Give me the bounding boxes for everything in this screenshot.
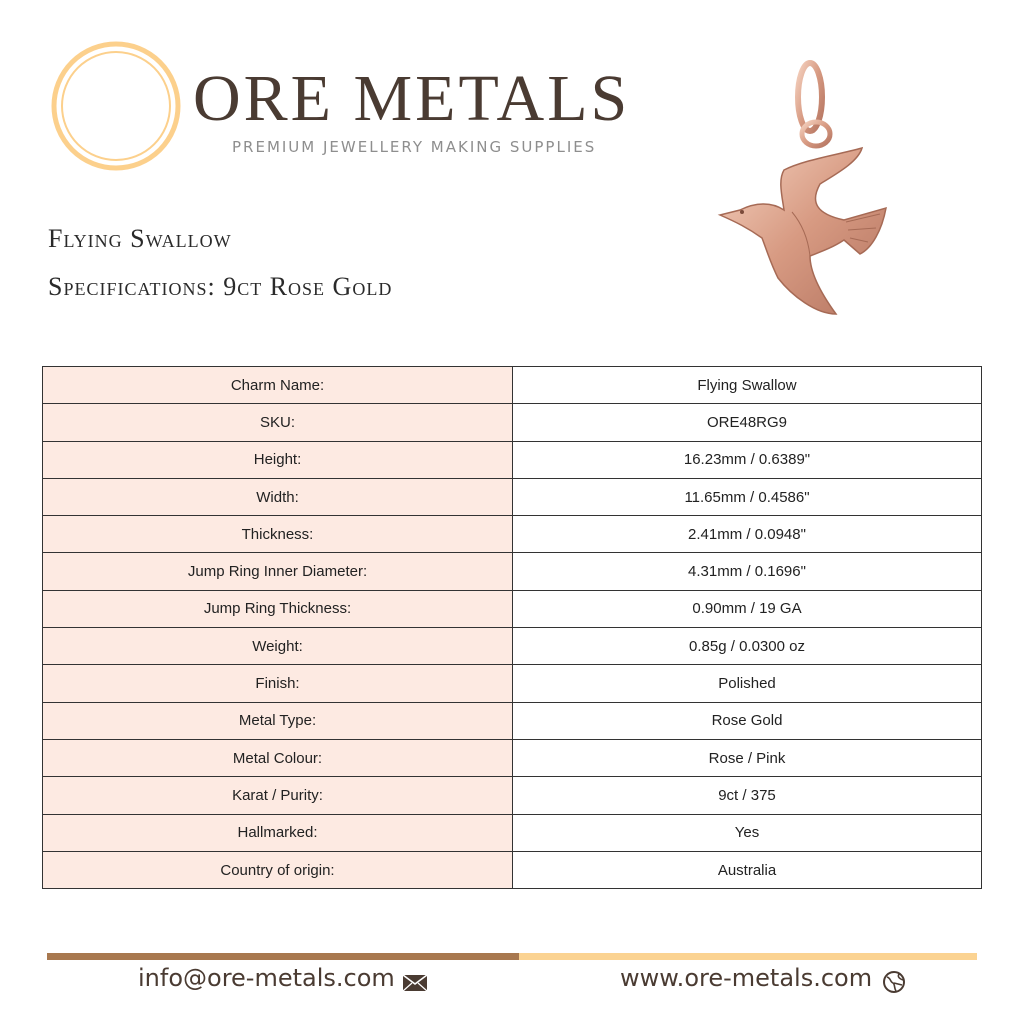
spec-label: Jump Ring Inner Diameter:: [43, 553, 513, 590]
spec-value: Flying Swallow: [513, 367, 982, 404]
table-row: [43, 814, 982, 851]
spec-label: Metal Type:: [43, 702, 513, 739]
spec-label: Jump Ring Thickness:: [43, 590, 513, 627]
table-row: [43, 553, 982, 590]
table-row: [43, 777, 982, 814]
table-row: [43, 516, 982, 553]
spec-value: Polished: [513, 665, 982, 702]
spec-label: Hallmarked:: [43, 814, 513, 851]
spec-value: Rose Gold: [513, 702, 982, 739]
swallow-charm-icon: [712, 52, 902, 337]
table-row: [43, 851, 982, 888]
brand-tagline: PREMIUM JEWELLERY MAKING SUPPLIES: [232, 138, 597, 156]
spec-value: 0.85g / 0.0300 oz: [513, 628, 982, 665]
double-ring-logo-icon: [50, 40, 182, 172]
spec-label: Country of origin:: [43, 851, 513, 888]
footer-bar-right: [519, 953, 977, 960]
footer-email[interactable]: info@ore-metals.com: [138, 964, 395, 992]
specs-table: [42, 366, 982, 889]
table-row: [43, 628, 982, 665]
spec-label: Karat / Purity:: [43, 777, 513, 814]
spec-value: 11.65mm / 0.4586": [513, 478, 982, 515]
table-row: [43, 590, 982, 627]
spec-label: Finish:: [43, 665, 513, 702]
product-specifications: Specifications: 9ct Rose Gold: [48, 272, 393, 301]
spec-value: 9ct / 375: [513, 777, 982, 814]
table-row: [43, 367, 982, 404]
envelope-icon: [402, 974, 428, 992]
table-row: [43, 478, 982, 515]
table-row: [43, 702, 982, 739]
spec-value: Yes: [513, 814, 982, 851]
spec-label: Height:: [43, 441, 513, 478]
spec-label: Charm Name:: [43, 367, 513, 404]
spec-label: Width:: [43, 478, 513, 515]
spec-label: Metal Colour:: [43, 739, 513, 776]
spec-value: 2.41mm / 0.0948": [513, 516, 982, 553]
footer-bar-left: [47, 953, 519, 960]
spec-label: Weight:: [43, 628, 513, 665]
globe-icon: [882, 970, 906, 994]
table-row: [43, 739, 982, 776]
spec-value: 4.31mm / 0.1696": [513, 553, 982, 590]
brand-name: ORE METALS: [193, 62, 631, 135]
spec-value: Rose / Pink: [513, 739, 982, 776]
table-row: [43, 404, 982, 441]
spec-value: 0.90mm / 19 GA: [513, 590, 982, 627]
spec-value: Australia: [513, 851, 982, 888]
spec-label: Thickness:: [43, 516, 513, 553]
table-row: [43, 441, 982, 478]
spec-label: SKU:: [43, 404, 513, 441]
footer-website[interactable]: www.ore-metals.com: [620, 964, 873, 992]
spec-value: ORE48RG9: [513, 404, 982, 441]
product-title: Flying Swallow: [48, 224, 232, 253]
spec-value: 16.23mm / 0.6389": [513, 441, 982, 478]
table-row: [43, 665, 982, 702]
